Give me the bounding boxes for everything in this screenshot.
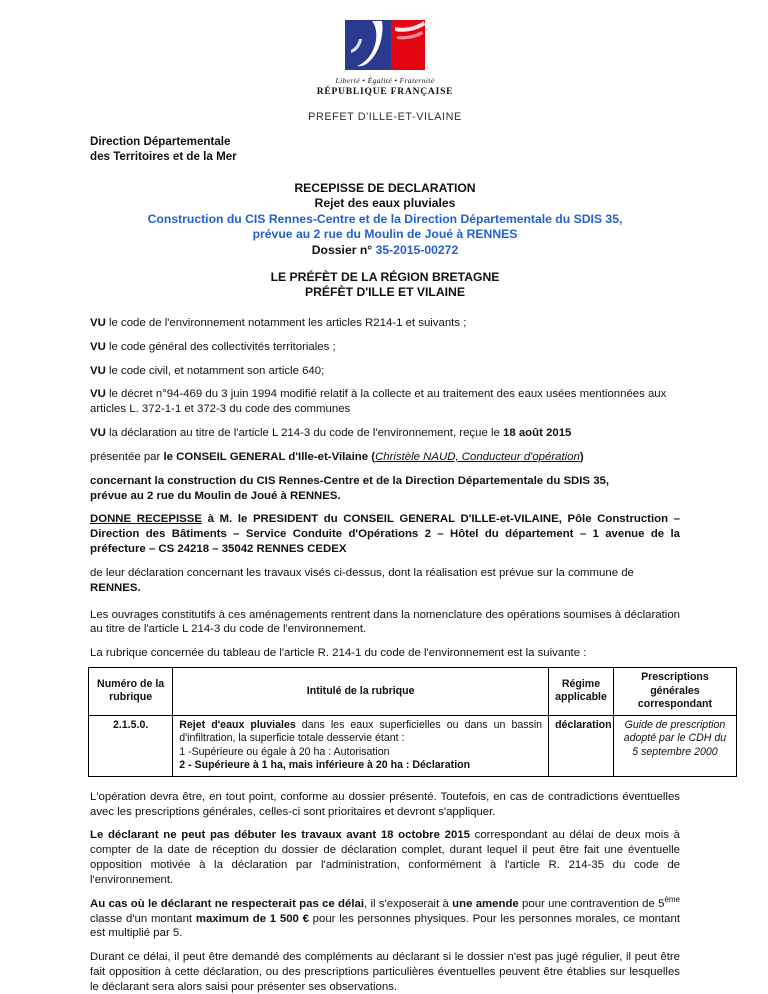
concernant-paragraph: concernant la construction du CIS Rennes-Centre et de la Direction Départementale du SDIS 35, prévue au 2 rue du Moulin de Joué à RENNES. (90, 474, 610, 502)
table-header-row (89, 668, 737, 716)
col-header-prescriptions: Prescriptions générales correspondant (613, 668, 736, 716)
prefect-line: PREFET D'ILLE-ET-VILAINE (308, 111, 462, 123)
declaration-commune-paragraph: de leur déclaration concernant les travaux visés ci-dessus, dont la réalisation est prévue sur la commune de RENNES. (90, 566, 634, 594)
cell-prescriptions-generales: Guide de prescription adopté par le CDH du 5 septembre 2000 (613, 715, 736, 776)
republique-francaise-flag-icon (337, 20, 433, 75)
title-construction-line1: Construction du CIS Rennes-Centre et de la Direction Départementale du SDIS 35, (147, 211, 623, 226)
rubrique-table (88, 667, 737, 777)
republic-text: RÉPUBLIQUE FRANÇAISE (316, 87, 454, 97)
direction-block (90, 135, 680, 165)
vu-paragraph-2: VU le code général des collectivités territoriales ; (90, 340, 336, 353)
vu-paragraph-5: VU la déclaration au titre de l'article L 214-3 du code de l'environnement, reçue le 18 août 2015 (90, 427, 572, 440)
vu-paragraph-4: VU le décret n°94-469 du 3 juin 1994 modifié relatif à la collecte et au traitement des eaux usées mentionnées aux articles L. 372-1-1 et 372-3 du code des communes (90, 388, 667, 416)
document-body (90, 316, 727, 994)
complements-paragraph: Durant ce délai, il peut être demandé des compléments au déclarant si le dossier n'est pas jugé régulier, il peut être fait opposition à cette déclaration, ou des prescriptions particulières éventuelles peuvent être établies sur lesquelles le déclarant sera alors saisi pour présenter ses observations. (90, 951, 680, 993)
title-construction-line2: prévue au 2 rue du Moulin de Joué à RENNES (252, 227, 518, 242)
letterhead (90, 20, 680, 123)
rubrique-intro-paragraph: La rubrique concernée du tableau de l'article R. 214-1 du code de l'environnement est la suivante : (90, 647, 587, 660)
delai-travaux-paragraph: Le déclarant ne peut pas débuter les travaux avant 18 octobre 2015 correspondant au délai de deux mois à compter de la date de réception du dossier de déclaration complet, durant lequel il peut être fait une éventuelle opposition motivée à la déclaration par l'administration, conformément à l'article R. 214-35 du code de l'environnement. (90, 829, 680, 886)
cell-regime-applicable: déclaration (549, 715, 614, 776)
amende-paragraph: Au cas où le déclarant ne respecterait pas ce délai, il s'exposerait à une amende pour une contravention de 5ème classe d'un montant maximum de 1 500 € pour les personnes physiques. Pour les personnes morales, ce montant est multiplié par 5. (90, 895, 680, 940)
dossier-label: Dossier n° (311, 243, 376, 258)
col-header-numero-rubrique: Numéro de la rubrique (89, 668, 173, 716)
donne-recepisse-paragraph: DONNE RECEPISSE à M. le PRESIDENT du CONSEIL GENERAL D'ILLE-et-VILAINE, Pôle Construction – Direction des Bâtiments – Service Conduite d'Opérations 2 – Hôtel du département – 1 avenue de la préfecture – CS 24218 – 35042 RENNES CEDEX (90, 513, 680, 556)
vu-paragraph-3: VU le code civil, et notamment son article 640; (90, 364, 325, 377)
presentee-paragraph: présentée par le CONSEIL GENERAL d'Ille-et-Vilaine (Christèle NAUD, Conducteur d'opération) (90, 450, 584, 463)
prefet-dept-line: PRÉFÈT D'ILLE ET VILAINE (305, 285, 465, 300)
title-recepisse: RECEPISSE DE DECLARATION (294, 180, 476, 195)
motto-text: Liberté • Égalité • Fraternité (335, 76, 435, 85)
ouvrages-paragraph: Les ouvrages constitutifs à ces aménagements rentrent dans la nomenclature des opérations soumises à déclaration au titre de l'article L 214-3 du code de l'environnement. (90, 608, 680, 636)
vu-paragraph-1: VU le code de l'environnement notamment les articles R214-1 et suivants ; (90, 316, 467, 329)
dossier-number: 35-2015-00272 (375, 243, 459, 258)
table-row (89, 715, 737, 776)
dossier-line (90, 243, 680, 259)
operation-conforme-paragraph: L'opération devra être, en tout point, conforme au dossier présenté. Toutefois, en cas de contradictions éventuelles avec les prescriptions générales, celles-ci sont prioritaires et devront s'appliquer. (90, 790, 680, 818)
direction-line-1: Direction Départementale (90, 135, 231, 148)
prefet-region-line: LE PRÉFÈT DE LA RÉGION BRETAGNE (270, 269, 500, 284)
title-block (90, 181, 680, 301)
title-subject: Rejet des eaux pluviales (314, 196, 456, 211)
col-header-regime-applicable: Régime applicable (549, 668, 614, 716)
cell-intitule-rubrique: Rejet d'eaux pluviales dans les eaux superficielles ou dans un bassin d'infiltration, la superficie totale desservie étant : 1 -Supérieure ou égale à 20 ha : Autorisation 2 - Supérieure à 1 ha, mais inférieure à 20 ha : Déclaration (173, 715, 549, 776)
cell-numero-rubrique: 2.1.5.0. (89, 715, 173, 776)
col-header-intitule-rubrique: Intitulé de la rubrique (173, 668, 549, 716)
direction-line-2: des Territoires et de la Mer (90, 149, 237, 163)
prefet-block (90, 270, 680, 301)
